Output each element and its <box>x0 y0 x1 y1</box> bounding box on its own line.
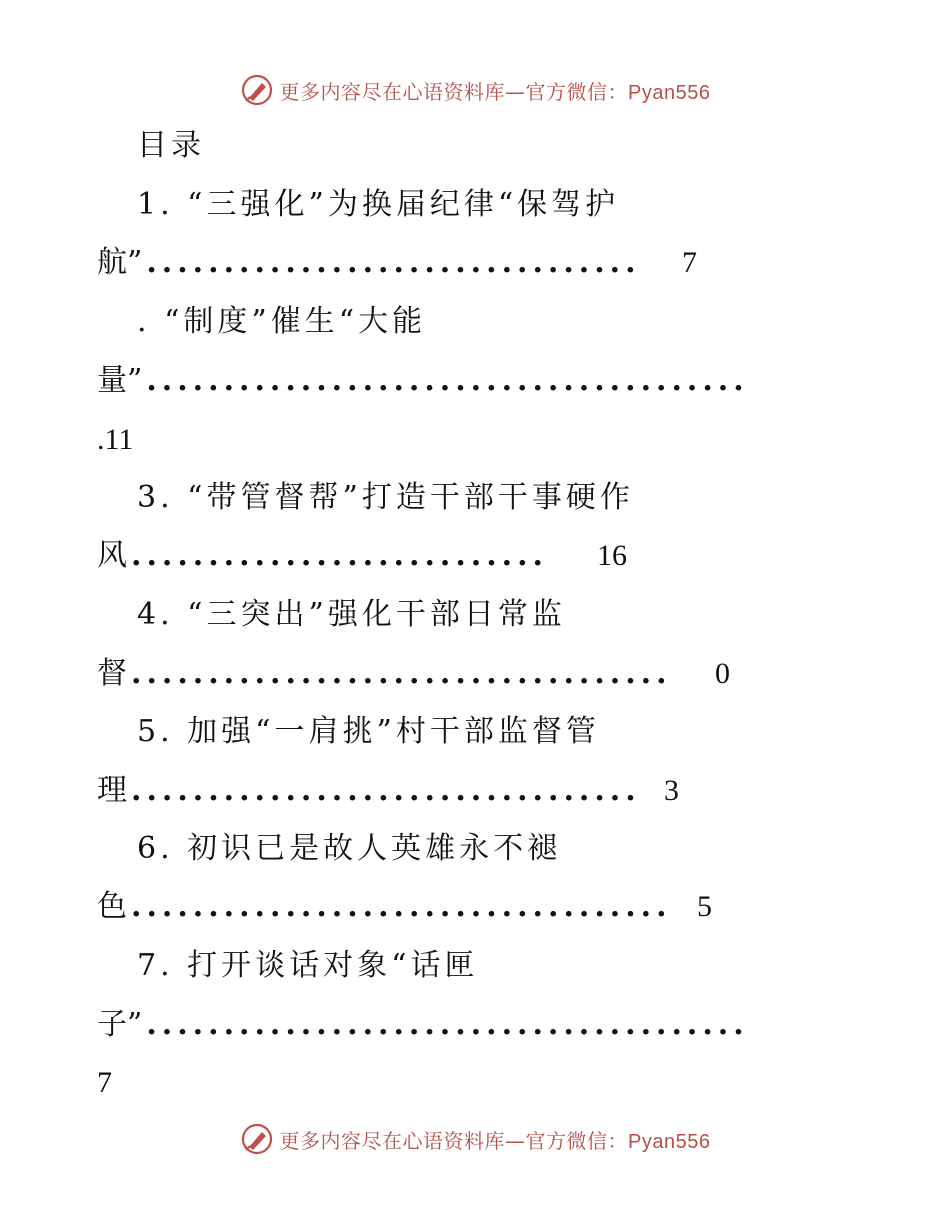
toc-item-2-label: . “制度”催生“大能 <box>137 304 427 339</box>
toc-item-2-page: .11 <box>97 423 134 456</box>
toc-item-1-leader-line <box>97 243 697 283</box>
toc-item-3-dots: ........................... <box>131 538 548 573</box>
toc-item-4-cont: 督 <box>97 656 127 691</box>
toc-item-6-dots: ................................... <box>131 889 672 924</box>
toc-item-7-leader-line <box>97 1005 842 1045</box>
page-title: 目录 <box>137 128 205 163</box>
toc-item-1-dots: ................................ <box>146 245 641 280</box>
toc-item-2-dots: ....................................... <box>146 363 749 398</box>
toc-item-5-leader-line <box>97 771 679 811</box>
toc-item-2-cont: 量” <box>97 363 143 398</box>
watermark-text: 更多内容尽在心语资料库—官方微信：Pyan556 <box>279 1128 711 1153</box>
toc-item-5-page: 3 <box>664 774 679 807</box>
toc-item-5-dots: ................................. <box>131 773 641 808</box>
toc-item-1-cont: 航” <box>97 245 143 280</box>
toc-item-5-cont: 理 <box>97 773 127 808</box>
pen-nib-logo-icon <box>240 73 274 107</box>
toc-item-7-dots: ....................................... <box>146 1007 749 1042</box>
toc-item-3-cont: 风 <box>97 538 127 573</box>
watermark-text: 更多内容尽在心语资料库—官方微信：Pyan556 <box>279 79 711 104</box>
toc-item-2-leader-line <box>97 361 842 401</box>
toc-item-1-page: 7 <box>682 246 697 279</box>
footer-watermark <box>0 1119 950 1159</box>
toc-item-7-page: 7 <box>97 1066 112 1099</box>
header-watermark <box>0 70 950 110</box>
toc-item-7-label: 7. 打开谈话对象“话匣 <box>137 948 479 983</box>
toc-item-6-leader-line <box>97 887 712 927</box>
toc-item-6-label: 6. 初识已是故人英雄永不褪 <box>137 831 562 866</box>
toc-item-3-label: 3. “带管督帮”打造干部干事硬作 <box>137 480 634 515</box>
toc-item-1-label: 1. “三强化”为换届纪律“保驾护 <box>137 187 620 222</box>
toc-item-3-page: 16 <box>597 539 627 572</box>
toc-item-5-label: 5. 加强“一肩挑”村干部监督管 <box>137 714 600 749</box>
pen-nib-logo-icon <box>240 1122 274 1156</box>
toc-item-4-leader-line <box>97 654 730 694</box>
toc-item-3-leader-line <box>97 536 627 576</box>
toc-item-6-page: 5 <box>697 890 712 923</box>
toc-item-7-cont: 子” <box>97 1007 143 1042</box>
toc-item-6-cont: 色 <box>97 889 127 924</box>
toc-item-4-dots: ................................... <box>131 656 672 691</box>
toc-item-4-label: 4. “三突出”强化干部日常监 <box>137 597 566 632</box>
toc-item-4-page: 0 <box>715 657 730 690</box>
